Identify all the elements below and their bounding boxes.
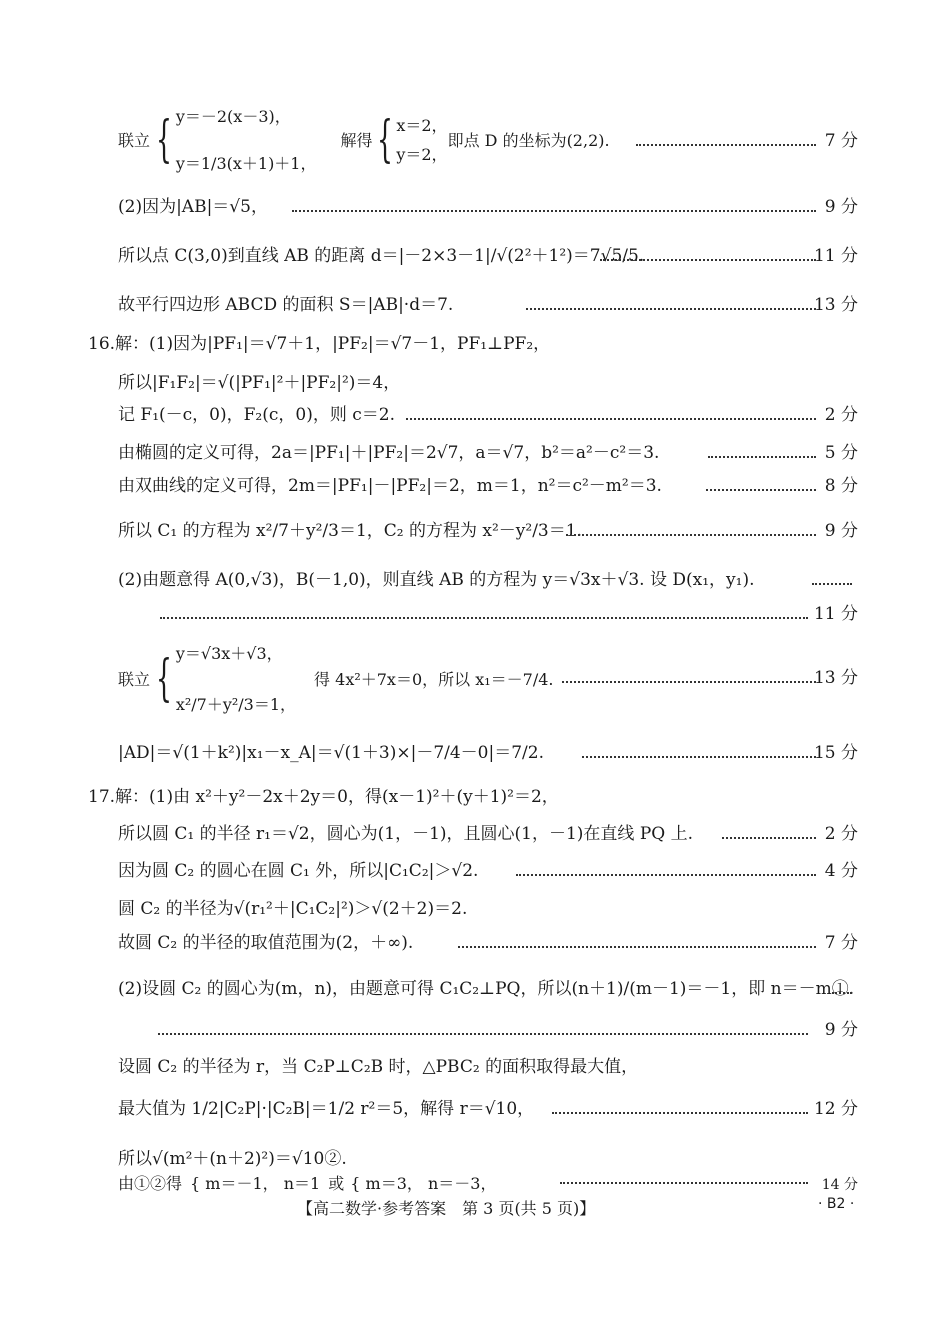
line-text: 所以√(m²＋(n＋2)²)＝√10②. [118,1149,347,1169]
equations [176,104,317,174]
dot-leader [706,489,816,491]
left-brace: { [155,649,172,707]
score: 8 分 [824,476,858,496]
line-text: 因为圆 C₂ 的圆心在圆 C₁ 外，所以|C₁C₂|＞√2. [118,861,479,881]
line-text: 由双曲线的定义可得，2m＝|PF₁|－|PF₂|＝2，m＝1，n²＝c²－m²＝3. [118,476,662,496]
score: 7 分 [824,131,858,151]
score: 9 分 [824,521,858,541]
line-text: 设圆 C₂ 的半径为 r，当 C₂P⊥C₂B 时，△PBC₂ 的面积取得最大值， [118,1057,639,1077]
dot-leader [560,1182,808,1184]
dot-leader [566,534,816,536]
dot-leader [708,456,816,458]
equation-system-1 [118,100,610,178]
score: 12 分 [813,1099,858,1119]
dot-leader [600,259,816,261]
dot-leader [812,583,852,585]
dot-leader [552,1112,808,1114]
line-text: |AD|＝√(1＋k²)|x₁－x_A|＝√(1＋3)×|－7/4－0|＝7/2. [118,743,544,763]
score: 9 分 [824,1020,858,1040]
score: 2 分 [824,405,858,425]
line-text: 得 4x²＋7x＝0，所以 x₁＝－7/4. [314,669,554,689]
equations [176,641,296,715]
score: 4 分 [824,861,858,881]
line-text: (2)由题意得 A(0,√3)，B(－1,0)，则直线 AB 的方程为 y＝√3x＋√3. 设 D(x₁，y₁). [118,570,755,590]
case-b-line2: n＝－3， [427,1173,497,1193]
line-text: 记 F₁(－c，0)，F₂(c，0)，则 c＝2. [118,405,395,425]
score: 15 分 [813,743,858,763]
text-lianli: 联立 [118,669,151,689]
score: 14 分 [821,1177,858,1193]
dot-leader [562,681,816,683]
dot-leader [406,418,816,420]
line-text: 故圆 C₂ 的半径的取值范围为(2，＋∞). [118,933,414,953]
equation-line: y＝√3x＋√3， [175,644,283,663]
line-text: 17.解：(1)由 x²＋y²－2x＋2y＝0，得(x－1)²＋(y＋1)²＝2， [88,787,559,807]
score: 9 分 [824,197,858,217]
line-text: 所以 C₁ 的方程为 x²/7＋y²/3＝1，C₂ 的方程为 x²－y²/3＝1. [118,521,582,541]
footer-code: · B2 · [818,1196,855,1212]
dot-leader [292,210,816,212]
case-a: { m＝－1， n＝1 [190,1173,321,1193]
left-brace: { [376,110,393,168]
dot-leader [832,992,852,994]
dot-leader [158,1033,808,1035]
line-text: (2)设圆 C₂ 的圆心为(m，n)，由题意可得 C₁C₂⊥PQ，所以(n＋1)/(m－1)＝－1，即 n＝－m①. [118,979,855,999]
case-b: { m＝3， n＝－3， [350,1173,497,1193]
left-brace: { [155,110,172,168]
line-text: 故平行四边形 ABCD 的面积 S＝|AB|·d＝7. [118,295,454,315]
line-text: (2)因为|AB|＝√5， [118,197,268,217]
score: 11 分 [813,604,858,624]
solution-line: x＝2， [396,116,448,135]
text-huo: 或 [328,1173,345,1193]
score: 13 分 [813,668,858,688]
line-text: 由椭圆的定义可得，2a＝|PF₁|＋|PF₂|＝2√7，a＝√7，b²＝a²－c²＝3. [118,443,660,463]
score: 2 分 [824,824,858,844]
line-text: 最大值为 1/2|C₂P|·|C₂B|＝1/2 r²＝5，解得 r＝√10， [118,1099,535,1119]
dot-leader [636,144,816,146]
text-lianli: 联立 [118,130,151,150]
dot-leader [722,837,816,839]
case-a-line2: n＝1 [283,1173,321,1193]
score: 11 分 [813,246,858,266]
dot-leader [458,946,816,948]
score-row [0,1174,950,1193]
text-youde: 由①②得 [118,1173,183,1193]
dot-leader [582,756,816,758]
case-a-line1: m＝－1， [205,1173,279,1193]
solution-line: y＝2， [396,145,448,164]
score: 7 分 [824,933,858,953]
equation-line: y＝－2(x－3)， [175,107,291,126]
footer-title: 【高二数学·参考答案 第 3 页(共 5 页)】 [297,1199,596,1218]
equation-line: x²/7＋y²/3＝1， [175,695,297,714]
line-text: 所以|F₁F₂|＝√(|PF₁|²＋|PF₂|²)＝4， [118,373,401,393]
text-jiede: 解得 [340,130,373,150]
line-text: 圆 C₂ 的半径为√(r₁²＋|C₁C₂|²)＞√(2＋2)＝2. [118,899,468,919]
equation-system-2 [118,638,554,718]
dot-leader [526,308,816,310]
case-b-line1: m＝3， [365,1173,423,1193]
text-point-d: 即点 D 的坐标为(2,2). [447,130,610,150]
score: 5 分 [824,443,858,463]
score: 13 分 [813,295,858,315]
line-text: 所以点 C(3,0)到直线 AB 的距离 d＝|－2×3－1|/√(2²＋1²)＝7√5/5. [118,246,645,266]
dot-leader [160,617,808,619]
dot-leader [516,874,816,876]
line-text: 所以圆 C₁ 的半径 r₁＝√2，圆心为(1，－1)，且圆心(1，－1)在直线 PQ 上. [118,824,694,844]
solutions [396,113,447,165]
equation-line: y＝1/3(x＋1)＋1， [175,154,317,173]
line-text: 16.解：(1)因为|PF₁|＝√7＋1，|PF₂|＝√7－1，PF₁⊥PF₂， [88,334,551,354]
